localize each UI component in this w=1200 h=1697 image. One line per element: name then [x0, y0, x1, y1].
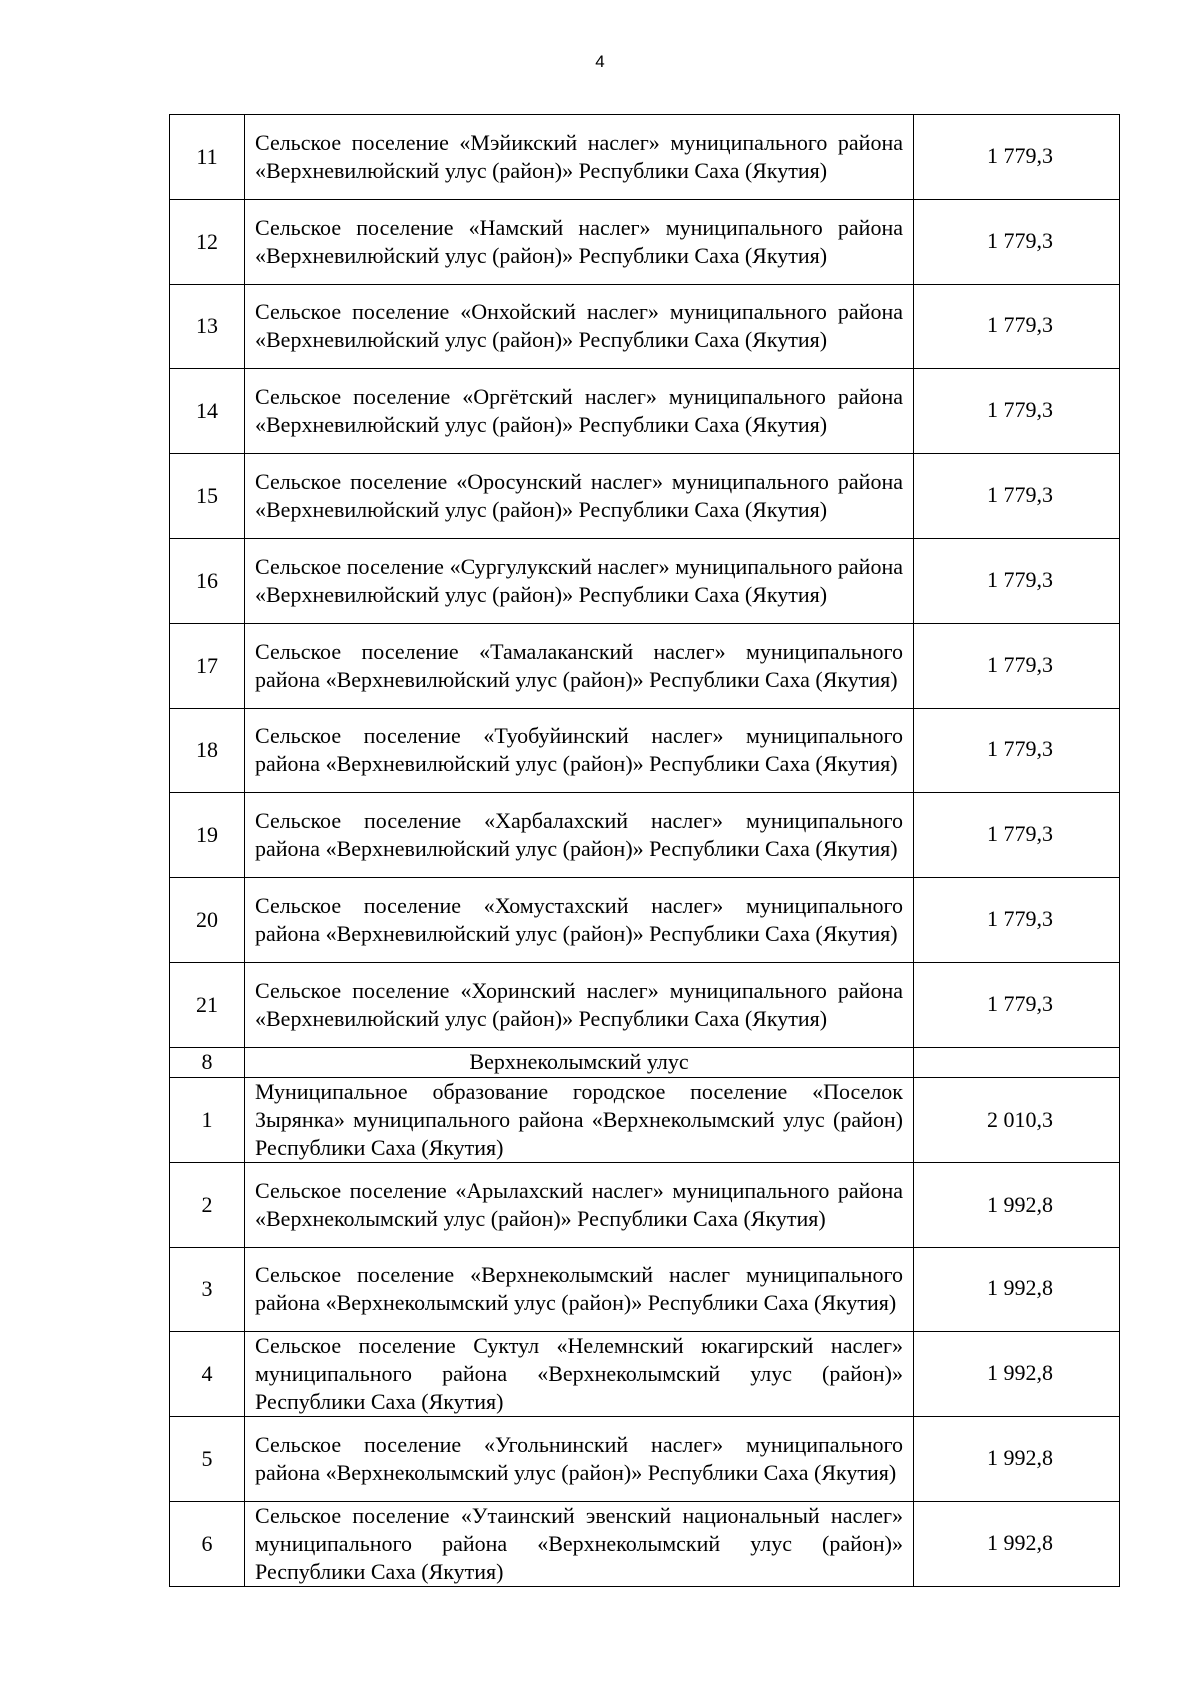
allocation-table [169, 114, 1120, 1587]
settlement-name-cell: Сельское поселение «Хомустахский наслег» муниципального района «Верхневилюйский улус (район)» Республики Саха (Якутия) [245, 878, 914, 963]
settlement-name-cell: Сельское поселение «Арылахский наслег» муниципального района «Верхнеколымский улус (район)» Республики Саха (Якутия) [245, 1162, 914, 1247]
page-number: 4 [595, 52, 605, 71]
settlement-name-cell: Сельское поселение «Оросунский наслег» муниципального района «Верхневилюйский улус (район)» Республики Саха (Якутия) [245, 454, 914, 539]
settlement-name-cell: Сельское поселение «Туобуйинский наслег» муниципального района «Верхневилюйский улус (район)» Республики Саха (Якутия) [245, 708, 914, 793]
table-row [170, 793, 1120, 878]
table-row [170, 1162, 1120, 1247]
row-number-cell: 12 [170, 199, 245, 284]
row-number-cell: 4 [170, 1332, 245, 1417]
row-number-cell: 14 [170, 369, 245, 454]
settlement-name-cell: Сельское поселение «Угольнинский наслег» муниципального района «Верхнеколымский улус (район)» Республики Саха (Якутия) [245, 1417, 914, 1502]
amount-cell: 2 010,3 [914, 1077, 1120, 1162]
amount-cell: 1 779,3 [914, 538, 1120, 623]
amount-cell: 1 779,3 [914, 708, 1120, 793]
row-number-cell: 2 [170, 1162, 245, 1247]
amount-cell: 1 992,8 [914, 1247, 1120, 1332]
row-number-cell: 6 [170, 1502, 245, 1587]
settlement-name-cell: Сельское поселение «Оргётский наслег» муниципального района «Верхневилюйский улус (район)» Республики Саха (Якутия) [245, 369, 914, 454]
table-row [170, 1417, 1120, 1502]
row-number-cell: 3 [170, 1247, 245, 1332]
row-number-cell: 15 [170, 454, 245, 539]
amount-cell: 1 992,8 [914, 1332, 1120, 1417]
settlement-name-cell: Сельское поселение Суктул «Нелемнский юкагирский наслег» муниципального района «Верхнеколымский улус (район)» Республики Саха (Якутия) [245, 1332, 914, 1417]
row-number-cell: 19 [170, 793, 245, 878]
settlement-name-cell: Сельское поселение «Хоринский наслег» муниципального района «Верхневилюйский улус (район)» Республики Саха (Якутия) [245, 962, 914, 1047]
amount-cell: 1 992,8 [914, 1502, 1120, 1587]
row-number-cell: 16 [170, 538, 245, 623]
settlement-name-cell: Сельское поселение «Харбалахский наслег» муниципального района «Верхневилюйский улус (район)» Республики Саха (Якутия) [245, 793, 914, 878]
table-row [170, 369, 1120, 454]
amount-cell: 1 779,3 [914, 454, 1120, 539]
district-name-cell: Верхнеколымский улус [245, 1047, 914, 1077]
settlement-name-cell: Сельское поселение «Онхойский наслег» муниципального района «Верхневилюйский улус (район)» Республики Саха (Якутия) [245, 284, 914, 369]
settlement-name-cell: Сельское поселение «Сургулукский наслег» муниципального района «Верхневилюйский улус (район)» Республики Саха (Якутия) [245, 538, 914, 623]
amount-cell: 1 779,3 [914, 115, 1120, 200]
settlement-name-cell: Сельское поселение «Мэйикский наслег» муниципального района «Верхневилюйский улус (район)» Республики Саха (Якутия) [245, 115, 914, 200]
table-row [170, 538, 1120, 623]
district-header-row [170, 1047, 1120, 1077]
row-number-cell: 5 [170, 1417, 245, 1502]
row-number-cell: 1 [170, 1077, 245, 1162]
row-number-cell: 11 [170, 115, 245, 200]
settlement-name-cell: Сельское поселение «Верхнеколымский наслег муниципального района «Верхнеколымский улус (район)» Республики Саха (Якутия) [245, 1247, 914, 1332]
table-row [170, 115, 1120, 200]
row-number-cell: 13 [170, 284, 245, 369]
amount-cell: 1 779,3 [914, 962, 1120, 1047]
settlement-name-cell: Муниципальное образование городское поселение «Поселок Зырянка» муниципального района «Верхнеколымский улус (район) Республики Саха (Якутия) [245, 1077, 914, 1162]
row-number-cell: 20 [170, 878, 245, 963]
row-number-cell: 21 [170, 962, 245, 1047]
amount-cell: 1 779,3 [914, 369, 1120, 454]
amount-cell [914, 1047, 1120, 1077]
table-row [170, 454, 1120, 539]
amount-cell: 1 779,3 [914, 793, 1120, 878]
amount-cell: 1 779,3 [914, 623, 1120, 708]
table-row [170, 708, 1120, 793]
row-number-cell: 18 [170, 708, 245, 793]
table-row [170, 1502, 1120, 1587]
table-row [170, 962, 1120, 1047]
row-number-cell: 8 [170, 1047, 245, 1077]
amount-cell: 1 992,8 [914, 1162, 1120, 1247]
row-number-cell: 17 [170, 623, 245, 708]
settlement-name-cell: Сельское поселение «Намский наслег» муниципального района «Верхневилюйский улус (район)» Республики Саха (Якутия) [245, 199, 914, 284]
settlement-name-cell: Сельское поселение «Утаинский эвенский национальный наслег» муниципального района «Верхнеколымский улус (район)» Республики Саха (Якутия) [245, 1502, 914, 1587]
table-body [170, 115, 1120, 1587]
amount-cell: 1 779,3 [914, 878, 1120, 963]
table-row [170, 1332, 1120, 1417]
settlement-name-cell: Сельское поселение «Тамалаканский наслег» муниципального района «Верхневилюйский улус (район)» Республики Саха (Якутия) [245, 623, 914, 708]
amount-cell: 1 992,8 [914, 1417, 1120, 1502]
amount-cell: 1 779,3 [914, 284, 1120, 369]
table-row [170, 284, 1120, 369]
table-row [170, 1077, 1120, 1162]
table-row [170, 878, 1120, 963]
table-row [170, 623, 1120, 708]
table-row [170, 1247, 1120, 1332]
table-row [170, 199, 1120, 284]
amount-cell: 1 779,3 [914, 199, 1120, 284]
